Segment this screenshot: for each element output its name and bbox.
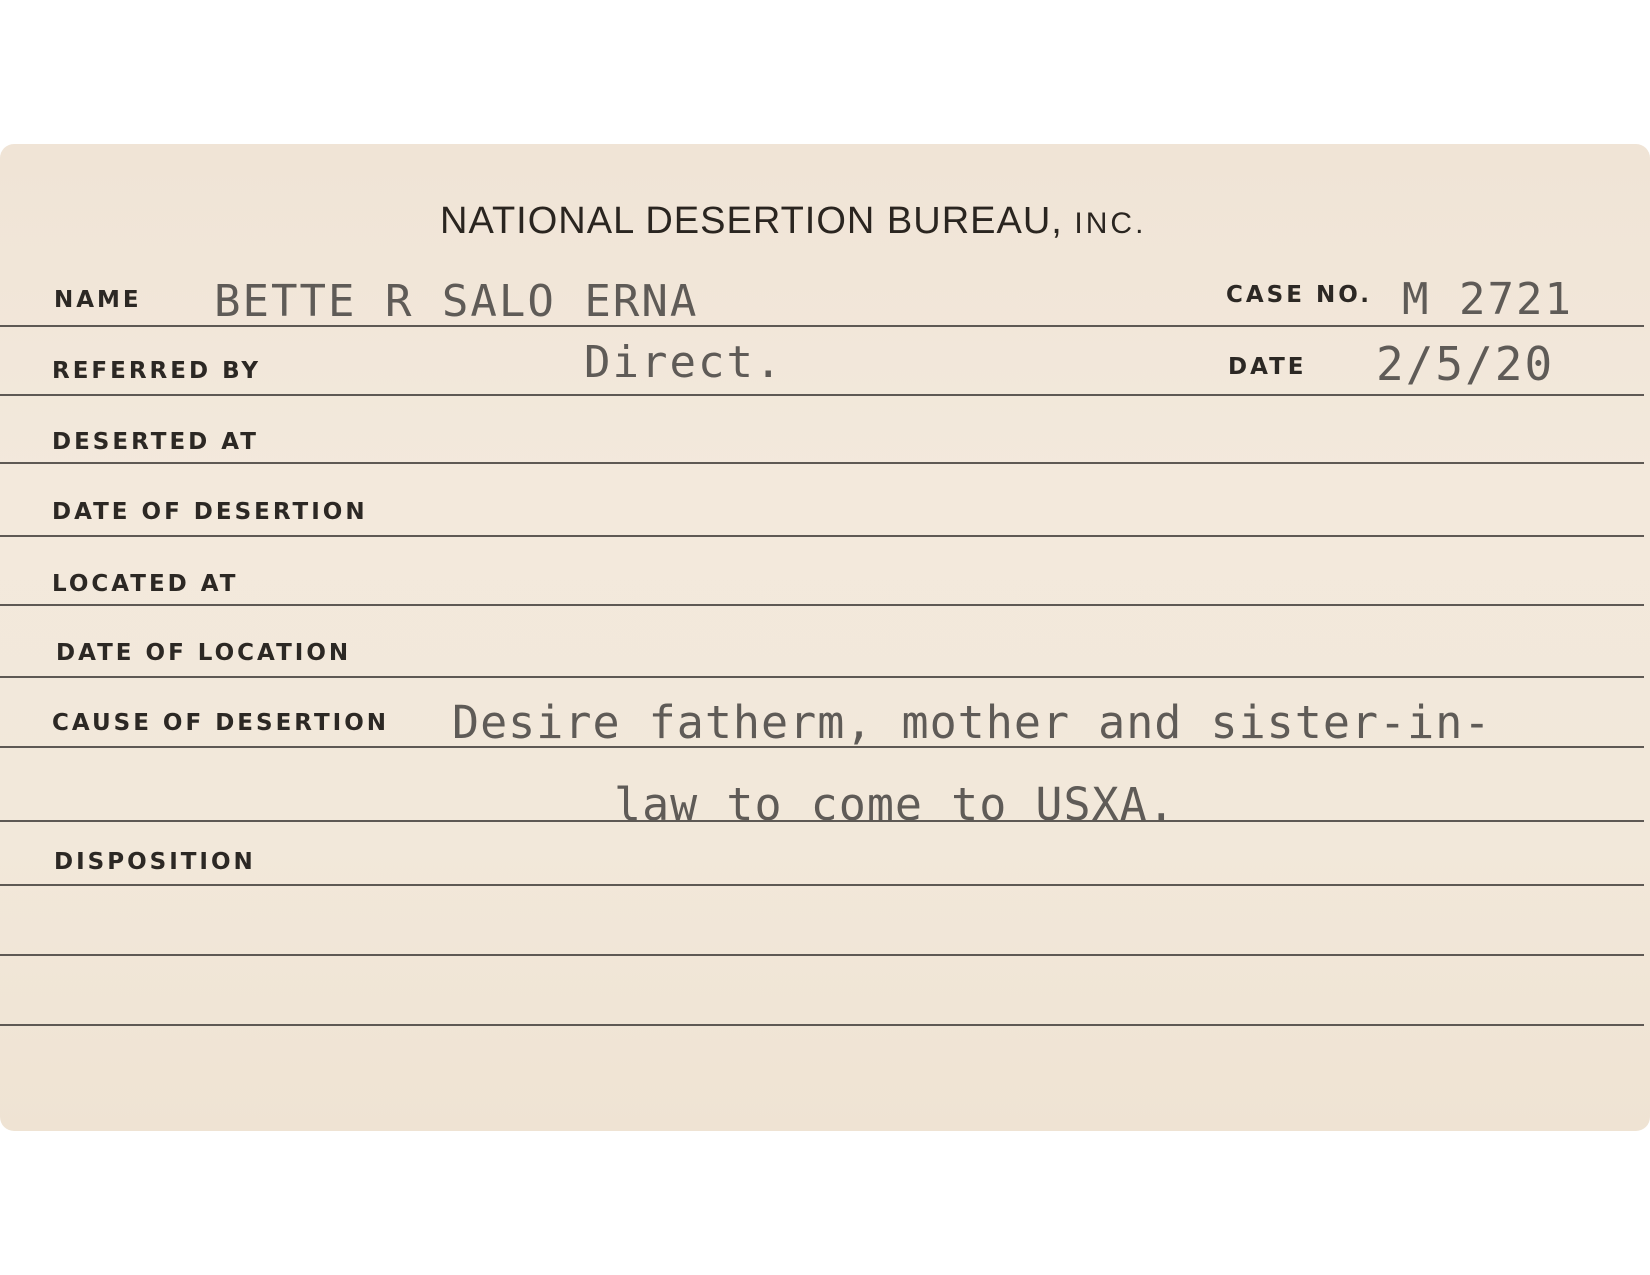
name-rule [0,325,1644,327]
disposition-rule-1 [0,884,1644,886]
date-value: 2/5/20 [1376,337,1555,391]
deserted-at-rule [0,462,1644,464]
referred-by-rule [0,394,1644,396]
referred-by-value: Direct. [584,337,784,388]
case-no-value: M 2721 [1402,274,1573,325]
card-title [440,200,1146,243]
cause-value-line2: law to come to USXA. [614,778,1176,831]
disposition-rule-2 [0,954,1644,956]
date-of-desertion-rule [0,535,1644,537]
card-title-main: NATIONAL DESERTION BUREAU, [440,200,1063,242]
cause-rule-2 [0,820,1644,822]
located-at-rule [0,604,1644,606]
date-label: DATE [1228,354,1307,380]
card-title-inc: INC. [1074,207,1147,240]
date-of-location-label: DATE OF LOCATION [56,640,352,666]
date-of-desertion-label: DATE OF DESERTION [52,499,368,525]
date-of-location-rule [0,676,1644,678]
cause-rule-1 [0,746,1644,748]
located-at-label: LOCATED AT [52,571,239,597]
disposition-label: DISPOSITION [54,849,256,875]
cause-of-desertion-label: CAUSE OF DESERTION [52,710,390,736]
index-card [0,144,1650,1131]
referred-by-label: REFERRED BY [52,358,262,384]
cause-value-line1: Desire fatherm, mother and sister-in- [452,696,1492,749]
deserted-at-label: DESERTED AT [52,429,259,455]
case-no-label: CASE NO. [1226,282,1372,308]
disposition-rule-3 [0,1024,1644,1026]
name-value: BETTE R SALO ERNA [214,276,699,327]
name-label: NAME [54,287,142,313]
